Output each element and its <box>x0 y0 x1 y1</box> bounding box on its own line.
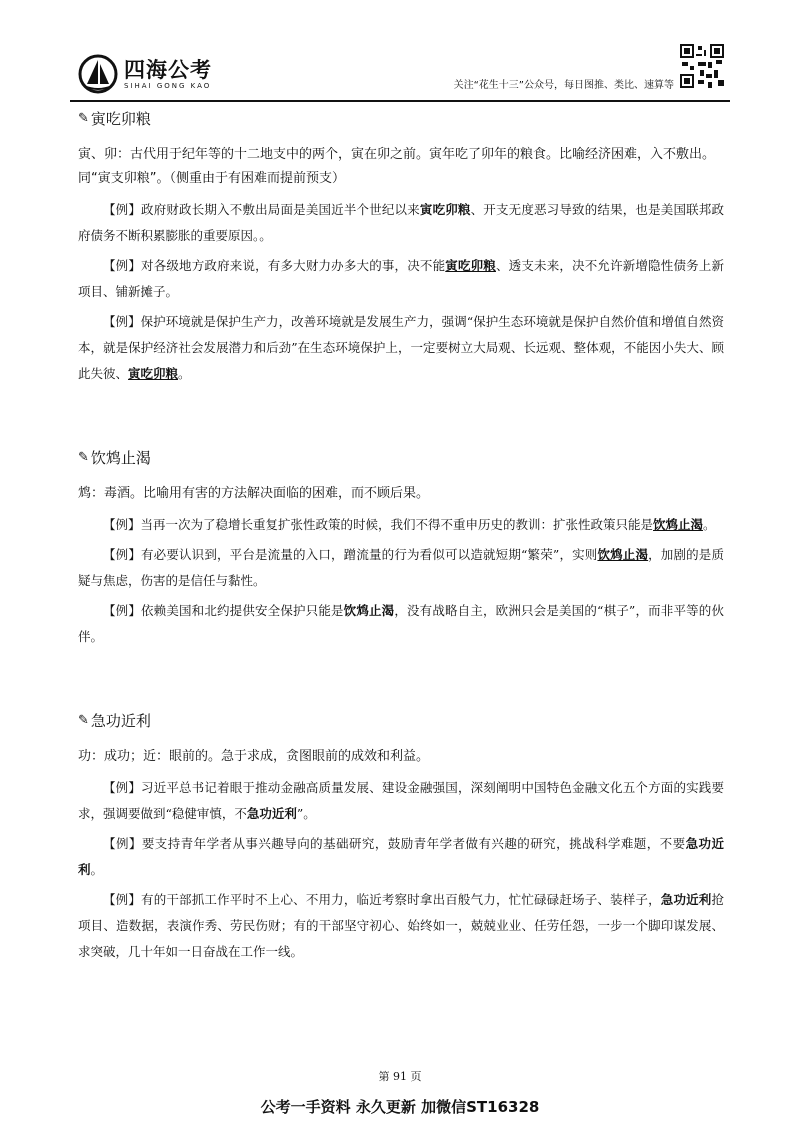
example-text: 【例】对各级地方政府来说，有多大财力办多大的事，决不能 <box>103 258 446 273</box>
idiom-section <box>78 108 724 387</box>
example-text: 【例】有必要认识到，平台是流量的入口，蹭流量的行为看似可以造就短期“繁荣”，实则 <box>103 547 598 562</box>
example-text: 、开支无度恶习导致的结果，也是美国联邦政府债务不断积累膨胀的重要原因。。 <box>78 202 724 243</box>
example-text: 。 <box>178 366 191 381</box>
idiom-title-text: 寅吃卯粮 <box>90 110 151 128</box>
idiom-section <box>78 710 724 965</box>
example-text: ”。 <box>296 806 316 821</box>
footer-note: 公考一手资料 永久更新 加微信ST16328 <box>260 1098 540 1116</box>
idiom-keyword: 饮鸩止渴 <box>597 547 649 562</box>
idiom-keyword: 寅吃卯粮 <box>128 366 179 381</box>
example-text: 【例】保护环境就是保护生产力，改善环境就是发展生产力，强调“保护生态环境就是保护自然价值和增值自然资本，就是保护经济社会发展潜力和后劲”在生态环境保护上，一定要树立大局观、长远观、整体观，不能因小失大、顾此失彼、 <box>78 314 724 381</box>
example-text: 抢项目、造数据，表演作秀、劳民伤财；有的干部坚守初心、始终如一，兢兢业业、任劳任怨，一步一个脚印谋发展、求突破，几十年如一日奋战在工作一线。 <box>78 892 724 959</box>
idiom-definition: 功：成功；近：眼前的。急于求成，贪图眼前的成效和利益。 <box>78 749 430 764</box>
idiom-title-text: 急功近利 <box>90 712 151 730</box>
example-paragraph <box>78 512 724 538</box>
idiom-keyword: 急功近利 <box>660 892 712 907</box>
example-paragraph <box>78 598 724 650</box>
idiom-keyword: 寅吃卯粮 <box>419 202 471 217</box>
example-paragraph <box>78 775 724 827</box>
example-text: 【例】有的干部抓工作平时不上心、不用力，临近考察时拿出百般气力，忙忙碌碌赶场子、装样子， <box>103 892 661 907</box>
page-number: 第 91 页 <box>378 1070 422 1083</box>
example-paragraph <box>78 197 724 249</box>
qr-code-icon <box>680 44 724 88</box>
header-note: 关注“花生十三”公众号，每日图推、类比、速算等 <box>453 80 674 91</box>
page-header <box>70 40 730 102</box>
example-text: 。 <box>703 517 716 532</box>
idiom-keyword: 急功近利 <box>78 836 724 877</box>
example-text: 、透支未来，决不允许新增隐性债务上新项目、铺新摊子。 <box>78 258 724 299</box>
idiom-title <box>78 108 724 129</box>
example-text: 【例】习近平总书记着眼于推动金融高质量发展、建设金融强国，深刻阐明中国特色金融文化五个方面的实践要求，强调要做到“稳健审慎，不 <box>78 780 724 821</box>
example-text: ，没有战略自主，欧洲只会是美国的“棋子”，而非平等的伙伴。 <box>78 603 724 644</box>
example-text: 。 <box>90 862 104 877</box>
idiom-keyword: 饮鸩止渴 <box>343 603 395 618</box>
example-text: ，加剧的是质疑与焦虑，伤害的是信任与黏性。 <box>78 547 724 588</box>
example-paragraph <box>78 887 724 965</box>
pencil-icon: ✎ <box>78 111 89 126</box>
idiom-title-text: 饮鸩止渴 <box>90 449 151 467</box>
idiom-definition: 寅、卯：古代用于纪年等的十二地支中的两个，寅在卯之前。寅年吃了卯年的粮食。比喻经济困难，入不敷出。同“寅支卯粮”。（侧重由于有困难而提前预支） <box>78 147 716 186</box>
idiom-keyword: 饮鸩止渴 <box>653 517 704 532</box>
idiom-section <box>78 447 724 650</box>
sailboat-logo-icon <box>78 54 118 94</box>
logo-subtitle: SIHAI GONG KAO <box>124 82 212 90</box>
idiom-title <box>78 710 724 731</box>
example-text: 【例】政府财政长期入不敷出局面是美国近半个世纪以来 <box>103 202 420 217</box>
idiom-definition: 鸩：毒酒。比喻用有害的方法解决面临的困难，而不顾后果。 <box>78 486 430 501</box>
example-paragraph <box>78 253 724 305</box>
example-paragraph <box>78 309 724 387</box>
logo-text: 四海公考 <box>124 58 212 82</box>
pencil-icon: ✎ <box>78 713 89 728</box>
idiom-title <box>78 447 724 468</box>
example-text: 【例】要支持青年学者从事兴趣导向的基础研究，鼓励青年学者做有兴趣的研究，挑战科学难题，不要 <box>103 836 686 851</box>
example-paragraph <box>78 542 724 594</box>
example-text: 【例】依赖美国和北约提供安全保护只能是 <box>103 603 344 618</box>
example-text: 【例】当再一次为了稳增长重复扩张性政策的时候，我们不得不重申历史的教训：扩张性政策只能是 <box>103 517 654 532</box>
pencil-icon: ✎ <box>78 450 89 465</box>
header-rule <box>70 100 730 102</box>
idiom-keyword: 急功近利 <box>246 806 297 821</box>
example-paragraph <box>78 831 724 883</box>
document-body <box>78 108 724 1025</box>
idiom-keyword: 寅吃卯粮 <box>445 258 496 273</box>
